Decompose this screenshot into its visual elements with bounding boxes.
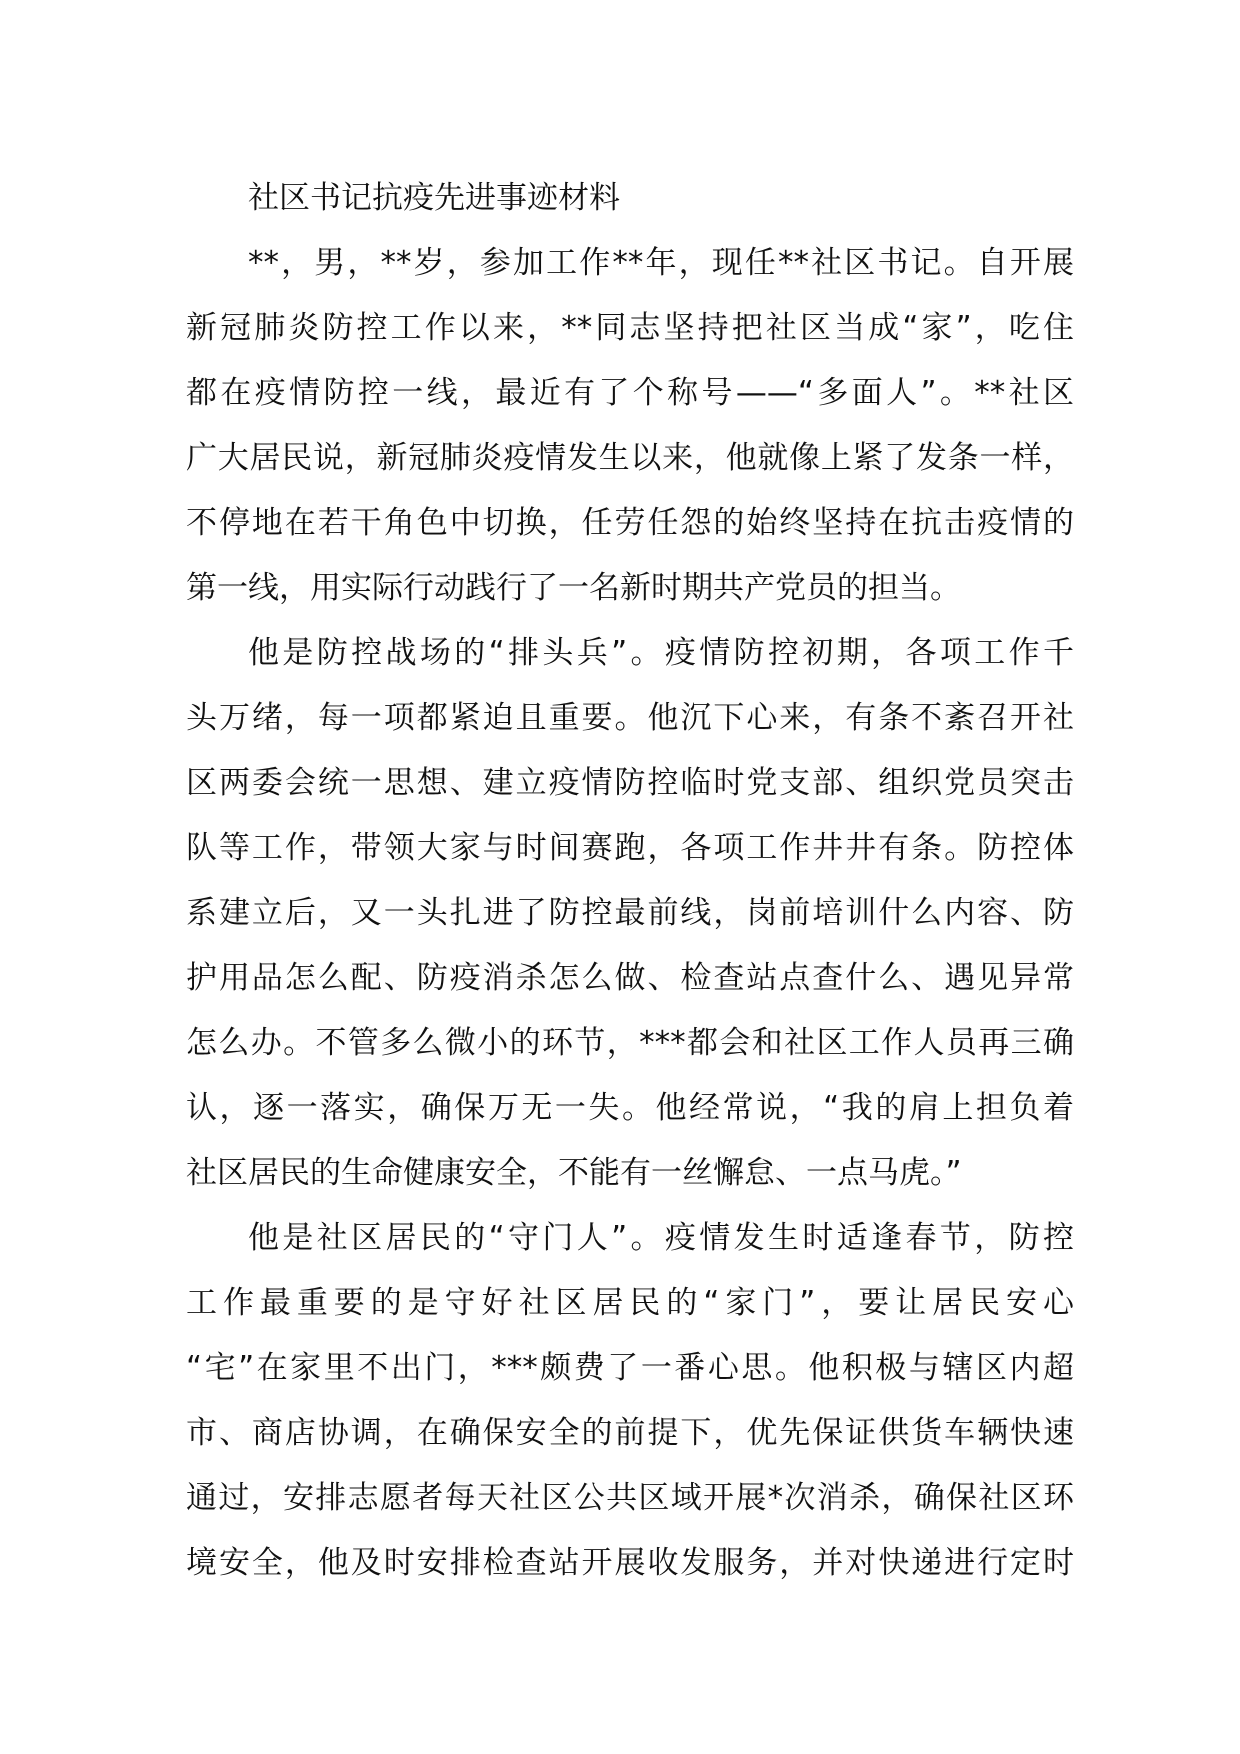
text-line: 新冠肺炎防控工作以来，**同志坚持把社区当成“家”，吃住 [186,310,1074,346]
text-line: **，男，**岁，参加工作**年，现任**社区书记。自开展 [248,245,1074,281]
text-line: 不停地在若干角色中切换，任劳任怨的始终坚持在抗击疫情的 [186,505,1074,541]
text-line: 头万绪，每一项都紧迫且重要。他沉下心来，有条不紊召开社 [186,700,1074,736]
text-line: 市、商店协调，在确保安全的前提下，优先保证供货车辆快速 [186,1415,1074,1451]
text-line: “宅”在家里不出门，***颇费了一番心思。他积极与辖区内超 [186,1350,1074,1386]
text-line: 认，逐一落实，确保万无一失。他经常说，“我的肩上担负着 [186,1090,1074,1126]
text-line: 他是社区居民的“守门人”。疫情发生时适逢春节，防控 [248,1220,1074,1256]
text-line: 队等工作，带领大家与时间赛跑，各项工作井井有条。防控体 [186,830,1074,866]
text-line: 工作最重要的是守好社区居民的“家门”，要让居民安心 [186,1285,1074,1321]
text-line: 通过，安排志愿者每天社区公共区域开展*次消杀，确保社区环 [186,1480,1074,1516]
text-line: 他是防控战场的“排头兵”。疫情防控初期，各项工作千 [248,635,1074,671]
document-body [186,166,1074,1596]
paragraph-2 [186,621,1074,1206]
text-line: 系建立后，又一头扎进了防控最前线，岗前培训什么内容、防 [186,895,1074,931]
text-line: 怎么办。不管多么微小的环节，***都会和社区工作人员再三确 [186,1025,1074,1061]
text-line: 广大居民说，新冠肺炎疫情发生以来，他就像上紧了发条一样， [186,440,1074,476]
text-line: 都在疫情防控一线，最近有了个称号——“多面人”。**社区 [186,375,1074,411]
document-title: 社区书记抗疫先进事迹材料 [248,180,620,216]
paragraph-3 [186,1206,1074,1596]
text-line: 社区居民的生命健康安全，不能有一丝懈怠、一点马虎。” [186,1155,962,1191]
text-line: 护用品怎么配、防疫消杀怎么做、检查站点查什么、遇见异常 [186,960,1074,996]
paragraph-1 [186,231,1074,621]
text-line: 区两委会统一思想、建立疫情防控临时党支部、组织党员突击 [186,765,1074,801]
text-line: 境安全，他及时安排检查站开展收发服务，并对快递进行定时 [186,1545,1074,1581]
text-line: 第一线，用实际行动践行了一名新时期共产党员的担当。 [186,570,961,606]
